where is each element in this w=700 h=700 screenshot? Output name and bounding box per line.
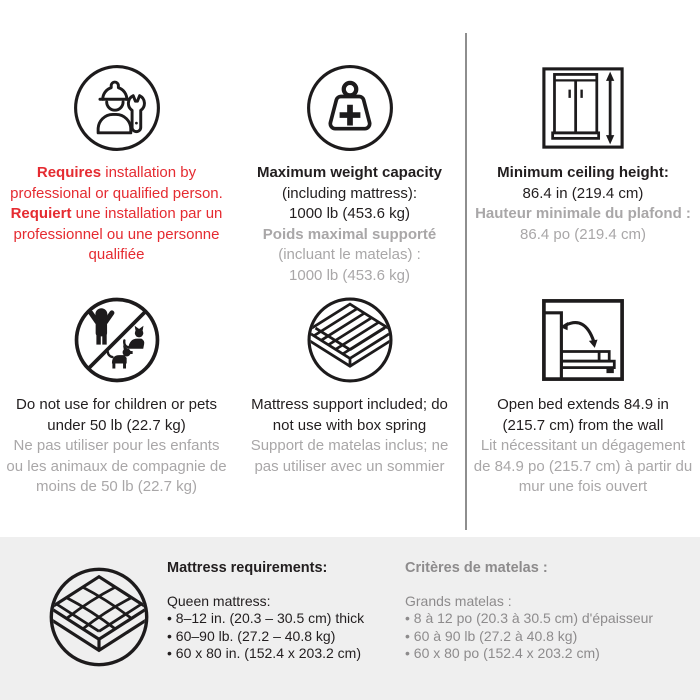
no-children-pets-text: Do not use for children or pets under 50 lb (22.7 kg) Ne pas utiliser pour les enfants ou les animaux de compagnie de moins de 50 lb (22.7 kg) [6, 396, 227, 495]
mattress-requirements-en [167, 560, 391, 663]
spec-cell-no-children-pets [0, 294, 233, 537]
mattress-size-label-fr: Grands matelas : [405, 592, 512, 609]
spec-cell-mattress-support [233, 294, 466, 537]
mattress-dimensions-fr: • 60 x 80 po (152.4 x 203.2 cm) [405, 645, 653, 663]
installation-text: Requires installation by professional or qualified person. Requiert une installation par un professionnel ou une personne qualifiée [10, 164, 223, 263]
no-children-pets-icon [71, 294, 163, 386]
open-bed-text: Open bed extends 84.9 in (215.7 cm) from the wall Lit nécessitant un dégagement de 84.9 po (215.7 cm) à partir du mur une fois ouvert [473, 396, 693, 495]
mattress-icon [46, 564, 152, 670]
mattress-support-text: Mattress support included; do not use with box spring Support de matelas inclus; ne pas utiliser avec un sommier [250, 396, 449, 475]
spec-cell-weight-capacity [233, 62, 466, 294]
spec-cell-open-bed [466, 294, 700, 537]
open-bed-icon [537, 294, 629, 386]
ceiling-height-icon [537, 62, 629, 154]
vertical-divider [465, 33, 467, 530]
mattress-requirements-panel [0, 537, 700, 700]
mattress-thickness-en: • 8–12 in. (20.3 – 30.5 cm) thick [167, 610, 391, 628]
mattress-weight-fr: • 60 à 90 lb (27.2 à 40.8 kg) [405, 628, 653, 646]
mattress-support-icon [304, 294, 396, 386]
mattress-weight-en: • 60–90 lb. (27.2 – 40.8 kg) [167, 628, 391, 646]
mattress-requirements-fr [405, 560, 653, 663]
spec-cell-installation [0, 62, 233, 294]
mattress-requirements-heading-en: Mattress requirements: [167, 560, 328, 576]
mattress-dimensions-en: • 60 x 80 in. (152.4 x 203.2 cm) [167, 645, 391, 663]
mattress-size-label-en: Queen mattress: [167, 592, 271, 609]
mattress-requirements-heading-fr: Critères de matelas : [405, 560, 548, 576]
spec-cell-ceiling-height [466, 62, 700, 294]
mattress-thickness-fr: • 8 à 12 po (20.3 à 30.5 cm) d'épaisseur [405, 610, 653, 628]
installer-icon [71, 62, 163, 154]
weight-capacity-text: Maximum weight capacity (including mattress): 1000 lb (453.6 kg) Poids maximal supporté (incluant le matelas) : 1000 lb (453.6 kg) [256, 164, 443, 284]
weight-capacity-icon [304, 62, 396, 154]
ceiling-height-text: Minimum ceiling height: 86.4 in (219.4 cm) Hauteur minimale du plafond : 86.4 po (219.4 cm) [475, 164, 691, 243]
